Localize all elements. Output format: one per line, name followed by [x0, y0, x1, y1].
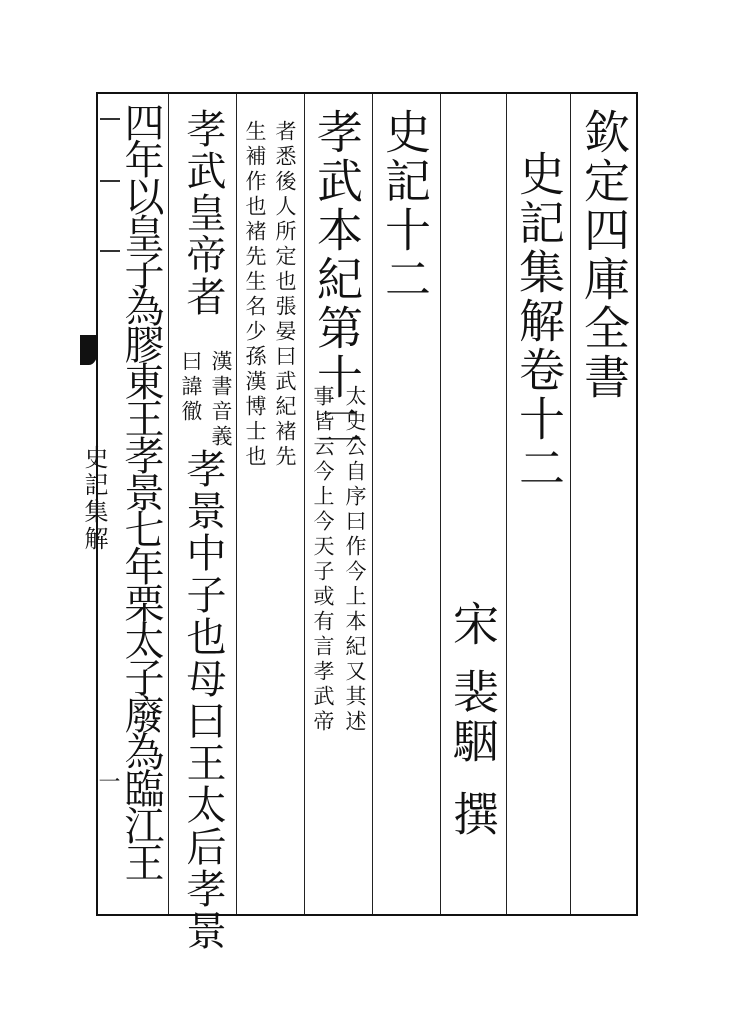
- annotation-line: 太史公自序曰作今上本紀又其述: [343, 385, 367, 735]
- column-rule: [570, 94, 571, 914]
- column-rule: [236, 94, 237, 914]
- book-short-title: 史記十二: [378, 108, 432, 304]
- body-text: 孝武皇帝者: [180, 108, 226, 318]
- interlinear-note: 漢書音義: [209, 350, 233, 450]
- chapter-title: 孝武本紀第十二: [310, 108, 364, 451]
- author-dynasty: 宋: [446, 600, 500, 649]
- interlinear-note: 曰諱徹: [179, 350, 203, 425]
- collection-header: 欽定四庫全書: [577, 108, 631, 402]
- column-rule: [168, 94, 169, 914]
- annotation-line: 者悉後人所定也張晏曰武紀褚先: [273, 120, 297, 470]
- margin-page-number: 一: [95, 770, 120, 792]
- column-rule: [440, 94, 441, 914]
- annotation-line: 生補作也褚先生名少孫漢博士也: [243, 120, 267, 470]
- body-text: 孝景中子也母曰王太后孝景: [180, 448, 226, 952]
- margin-mark: [100, 250, 120, 252]
- book-title: 史記集解卷十二: [512, 150, 566, 493]
- margin-title: 史記集解: [80, 445, 108, 553]
- author-name: 裴駰: [446, 668, 500, 766]
- annotation-line: 事皆云今上今天子或有言孝武帝: [311, 385, 335, 735]
- body-text: 四年以皇子為膠東王孝景七年栗太子廢為臨江王: [118, 102, 164, 879]
- margin-mark: [100, 118, 120, 120]
- fishtail-mark: [80, 335, 98, 365]
- margin-mark: [100, 180, 120, 182]
- column-rule: [372, 94, 373, 914]
- author-role: 撰: [446, 790, 500, 839]
- column-rule: [304, 94, 305, 914]
- column-rule: [506, 94, 507, 914]
